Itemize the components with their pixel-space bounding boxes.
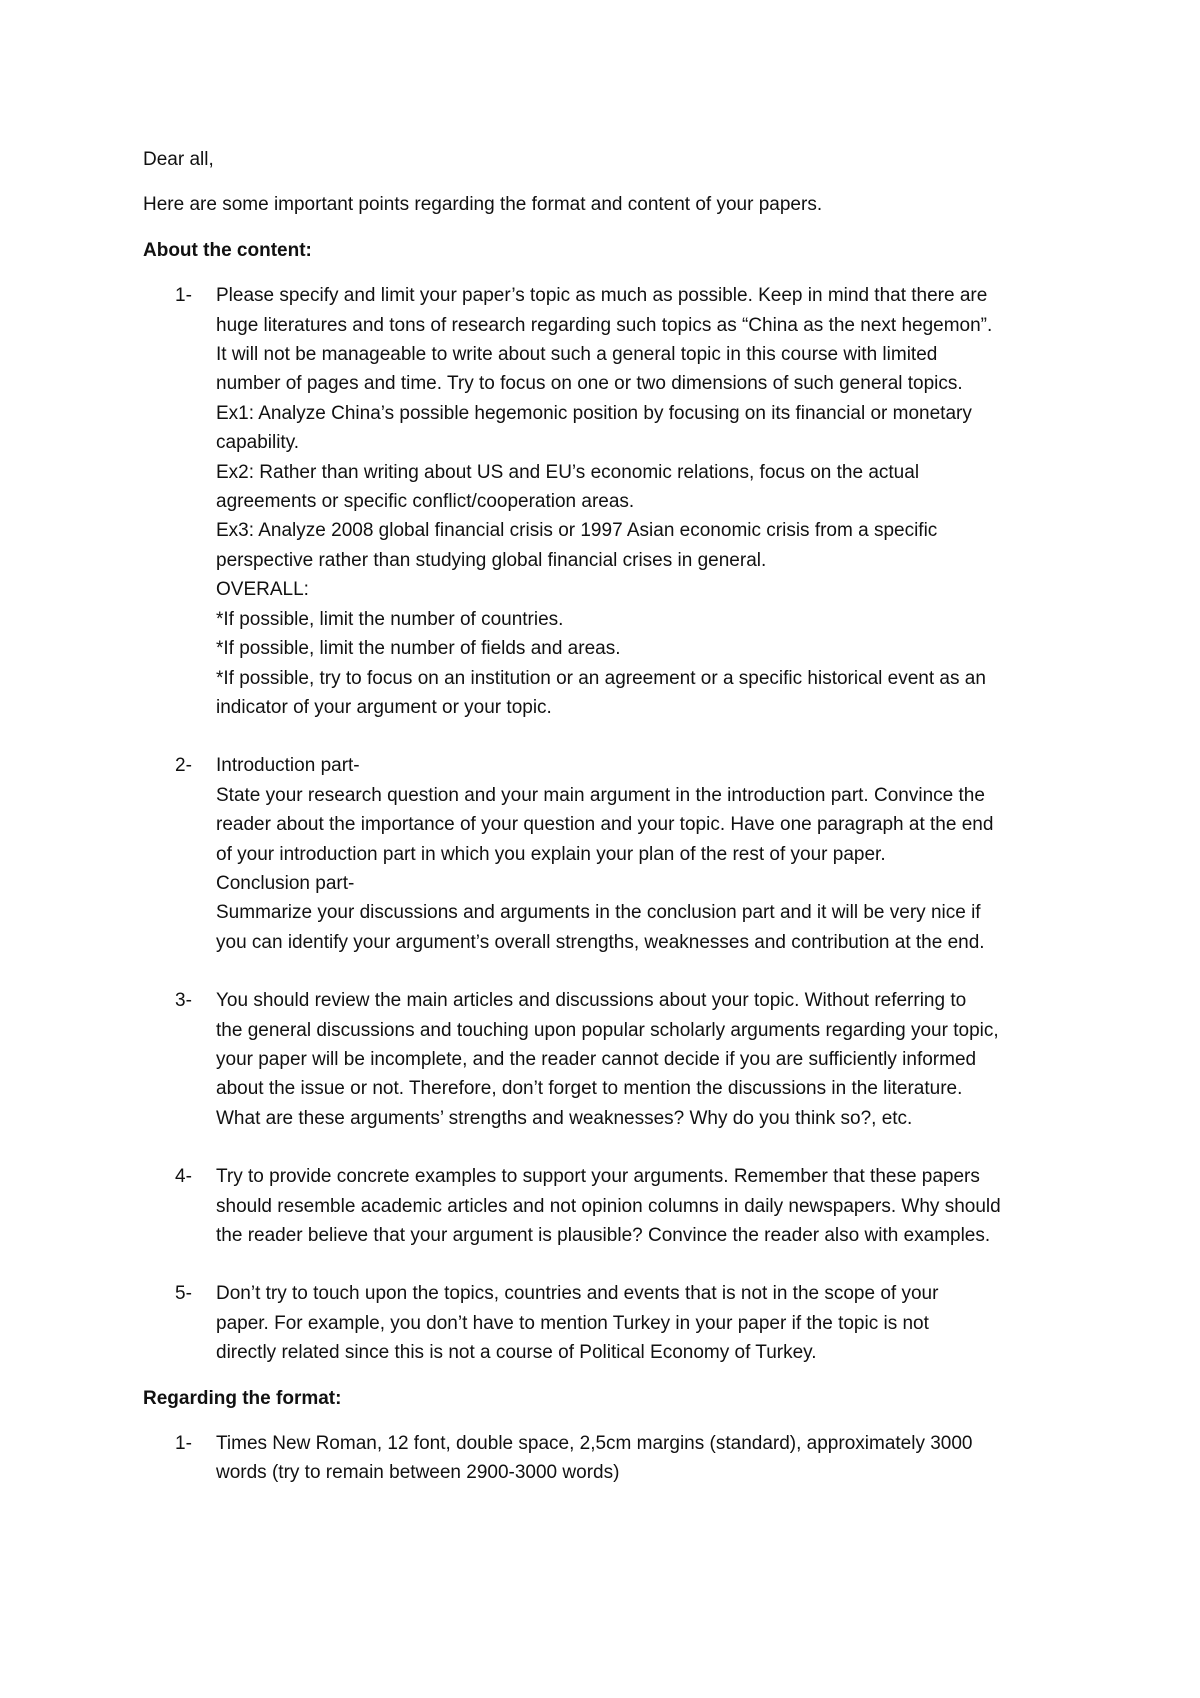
list-item-line: Introduction part- (216, 755, 360, 777)
list-item-number: 1- (175, 1433, 192, 1455)
list-item-line: Ex3: Analyze 2008 global financial crisis or 1997 Asian economic crisis from a specific (216, 520, 938, 542)
list-item-line: Conclusion part- (216, 872, 355, 894)
format-list (143, 1429, 1073, 1488)
list-item-line: *If possible, limit the number of fields and areas. (216, 638, 621, 660)
list-item-number: 2- (175, 755, 192, 777)
list-item-line: *If possible, try to focus on an institution or an agreement or a specific historical event as an (216, 667, 986, 689)
list-item-number: 3- (175, 990, 192, 1012)
list-item (143, 1429, 1073, 1488)
list-item-line: OVERALL: (216, 579, 309, 601)
list-item (143, 281, 1073, 722)
list-item (143, 1279, 1073, 1367)
list-item-line: Don’t try to touch upon the topics, countries and events that is not in the scope of your (216, 1283, 939, 1305)
list-item (143, 751, 1073, 957)
list-item-line: should resemble academic articles and not opinion columns in daily newspapers. Why should (216, 1195, 1001, 1217)
list-item-line: your paper will be incomplete, and the reader cannot decide if you are sufficiently informed (216, 1048, 977, 1070)
list-item-line: reader about the importance of your question and your topic. Have one paragraph at the end (216, 814, 994, 836)
content-list (143, 281, 1073, 1367)
list-item-line: It will not be manageable to write about such a general topic in this course with limited (216, 344, 938, 366)
content-section-heading: About the content: (143, 239, 312, 261)
list-item-line: you can identify your argument’s overall strengths, weaknesses and contribution at the end. (216, 931, 985, 953)
intro-paragraph: Here are some important points regarding the format and content of your papers. (143, 194, 823, 216)
list-item-line: capability. (216, 432, 300, 454)
list-item-line: words (try to remain between 2900-3000 words) (216, 1462, 620, 1484)
list-item (143, 1162, 1073, 1250)
list-item-line: indicator of your argument or your topic. (216, 696, 552, 718)
list-item-line: Times New Roman, 12 font, double space, 2,5cm margins (standard), approximately 3000 (216, 1433, 973, 1455)
list-item-line: huge literatures and tons of research regarding such topics as “China as the next hegemon”. (216, 314, 993, 336)
list-item-number: 1- (175, 285, 192, 307)
list-item (143, 986, 1073, 1133)
document-page (143, 145, 1073, 1504)
list-item-line: *If possible, limit the number of countries. (216, 608, 564, 630)
list-item-line: paper. For example, you don’t have to mention Turkey in your paper if the topic is not (216, 1312, 929, 1334)
list-item-line: directly related since this is not a course of Political Economy of Turkey. (216, 1342, 817, 1364)
list-item-line: Ex2: Rather than writing about US and EU’s economic relations, focus on the actual (216, 461, 920, 483)
list-item-line: Please specify and limit your paper’s topic as much as possible. Keep in mind that there are (216, 285, 988, 307)
list-item-number: 5- (175, 1283, 192, 1305)
list-item-line: agreements or specific conflict/cooperation areas. (216, 491, 635, 513)
list-item-line: Try to provide concrete examples to support your arguments. Remember that these papers (216, 1166, 980, 1188)
list-item-line: perspective rather than studying global financial crises in general. (216, 549, 767, 571)
list-item-line: Ex1: Analyze China’s possible hegemonic position by focusing on its financial or monetary (216, 402, 972, 424)
format-section-heading: Regarding the format: (143, 1387, 342, 1409)
list-item-number: 4- (175, 1166, 192, 1188)
list-item-line: Summarize your discussions and arguments in the conclusion part and it will be very nice if (216, 902, 981, 924)
list-item-line: of your introduction part in which you explain your plan of the rest of your paper. (216, 843, 886, 865)
list-item-line: State your research question and your main argument in the introduction part. Convince the (216, 784, 985, 806)
list-item-line: What are these arguments’ strengths and weaknesses? Why do you think so?, etc. (216, 1107, 913, 1129)
list-item-line: about the issue or not. Therefore, don’t forget to mention the discussions in the literature. (216, 1078, 963, 1100)
list-item-line: number of pages and time. Try to focus on one or two dimensions of such general topics. (216, 373, 963, 395)
greeting: Dear all, (143, 149, 214, 170)
list-item-line: You should review the main articles and discussions about your topic. Without referring to (216, 990, 967, 1012)
list-item-line: the reader believe that your argument is plausible? Convince the reader also with examples. (216, 1225, 991, 1246)
list-item-line: the general discussions and touching upon popular scholarly arguments regarding your topic, (216, 1019, 999, 1041)
